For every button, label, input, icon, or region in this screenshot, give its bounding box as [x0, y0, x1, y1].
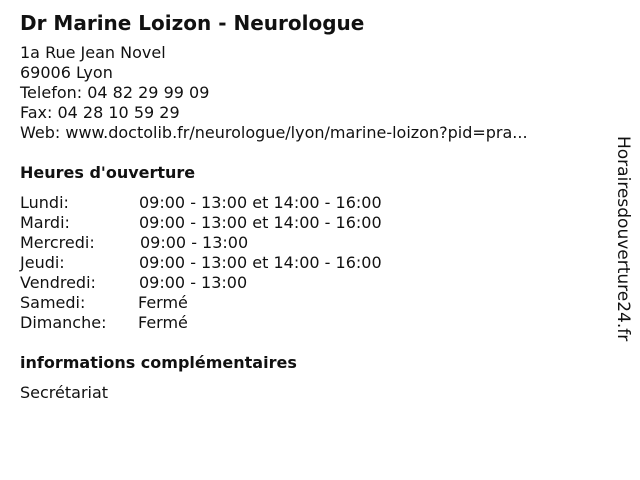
day-label: Dimanche: [20, 313, 107, 332]
day-label: Samedi: [20, 293, 86, 312]
contact-block [20, 43, 528, 143]
phone-number: Telefon: 04 82 29 99 09 [20, 83, 210, 102]
extra-info-item: Secrétariat [20, 383, 109, 402]
opening-hours-heading: Heures d'ouverture [20, 163, 196, 182]
page-title: Dr Marine Loizon - Neurologue [20, 11, 365, 35]
site-watermark [612, 136, 634, 370]
city-postcode: 69006 Lyon [20, 63, 113, 82]
fax-number: Fax: 04 28 10 59 29 [20, 103, 180, 122]
day-label: Lundi: [20, 193, 69, 212]
day-label: Jeudi: [20, 253, 65, 272]
hours-value: Fermé [138, 313, 188, 332]
extra-info-heading: informations complémentaires [20, 353, 297, 372]
hours-value: 09:00 - 13:00 et 14:00 - 16:00 [139, 253, 382, 272]
day-label: Mercredi: [20, 233, 95, 252]
watermark-text: Horairesdouverture24.fr [613, 136, 633, 342]
hours-value: 09:00 - 13:00 et 14:00 - 16:00 [139, 213, 382, 232]
hours-value: 09:00 - 13:00 et 14:00 - 16:00 [139, 193, 382, 212]
day-label: Mardi: [20, 213, 70, 232]
hours-value: 09:00 - 13:00 [140, 233, 249, 252]
hours-value: Fermé [138, 293, 188, 312]
hours-value: 09:00 - 13:00 [139, 273, 248, 292]
street-address: 1a Rue Jean Novel [20, 43, 166, 62]
website-link[interactable]: Web: www.doctolib.fr/neurologue/lyon/marine-loizon?pid=pra... [20, 123, 528, 142]
day-label: Vendredi: [20, 273, 96, 292]
